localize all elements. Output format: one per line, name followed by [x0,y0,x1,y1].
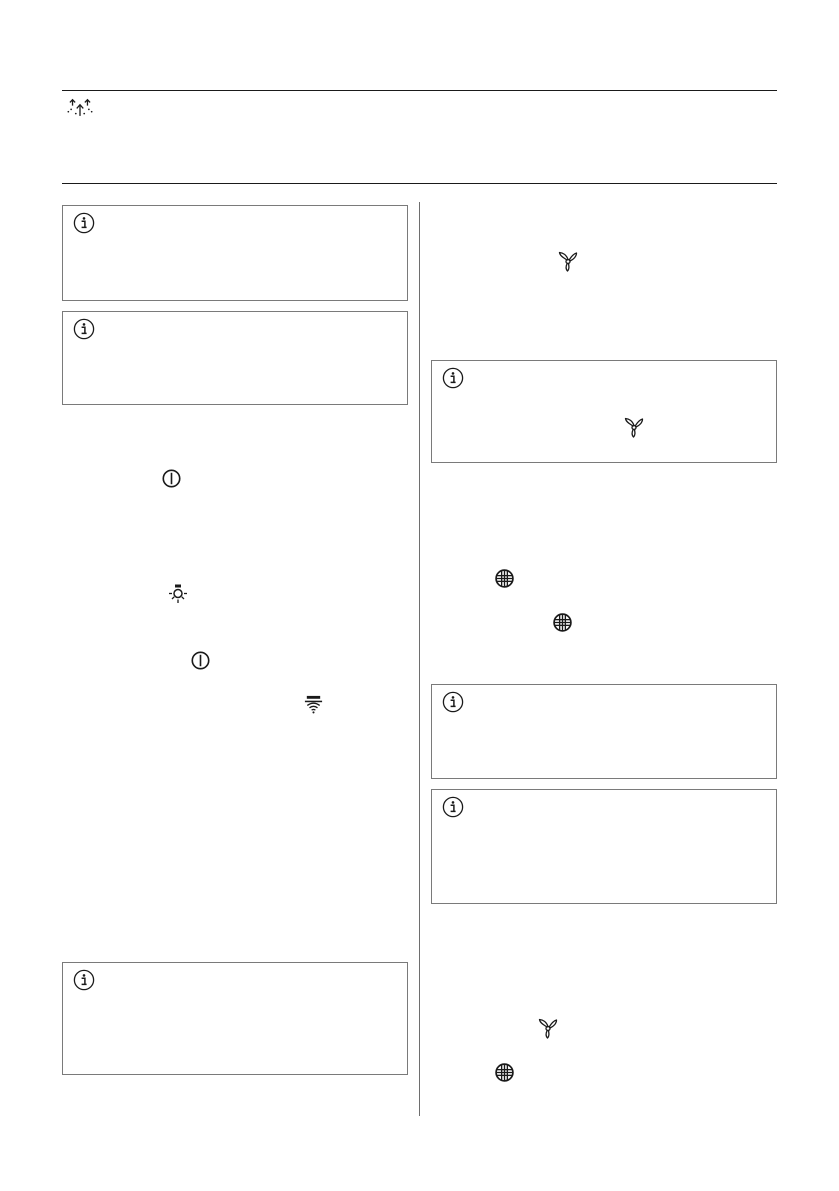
grease-filter-icon [494,568,515,589]
column-divider [419,202,420,1116]
grease-filter-icon [494,1062,515,1083]
info-note-box [431,684,777,779]
header-top-rule [62,90,777,91]
wireless-hob-link-icon [303,694,324,715]
info-note-box [431,789,777,904]
info-icon [442,367,464,389]
info-note-box [62,962,408,1075]
info-icon [73,212,95,234]
info-note-box [62,205,408,301]
fan-icon [623,416,645,438]
light-icon [167,583,189,605]
header-bottom-rule [62,183,777,184]
info-note-box [431,360,777,463]
fan-icon [557,250,579,272]
fan-icon [537,1017,559,1039]
info-icon [442,796,464,818]
power-icon [161,468,182,489]
info-icon [73,318,95,340]
power-icon [190,650,211,671]
air-extraction-icon [66,97,94,118]
info-icon [442,691,464,713]
info-note-box [62,311,408,405]
grease-filter-icon [552,612,573,633]
info-icon [73,969,95,991]
